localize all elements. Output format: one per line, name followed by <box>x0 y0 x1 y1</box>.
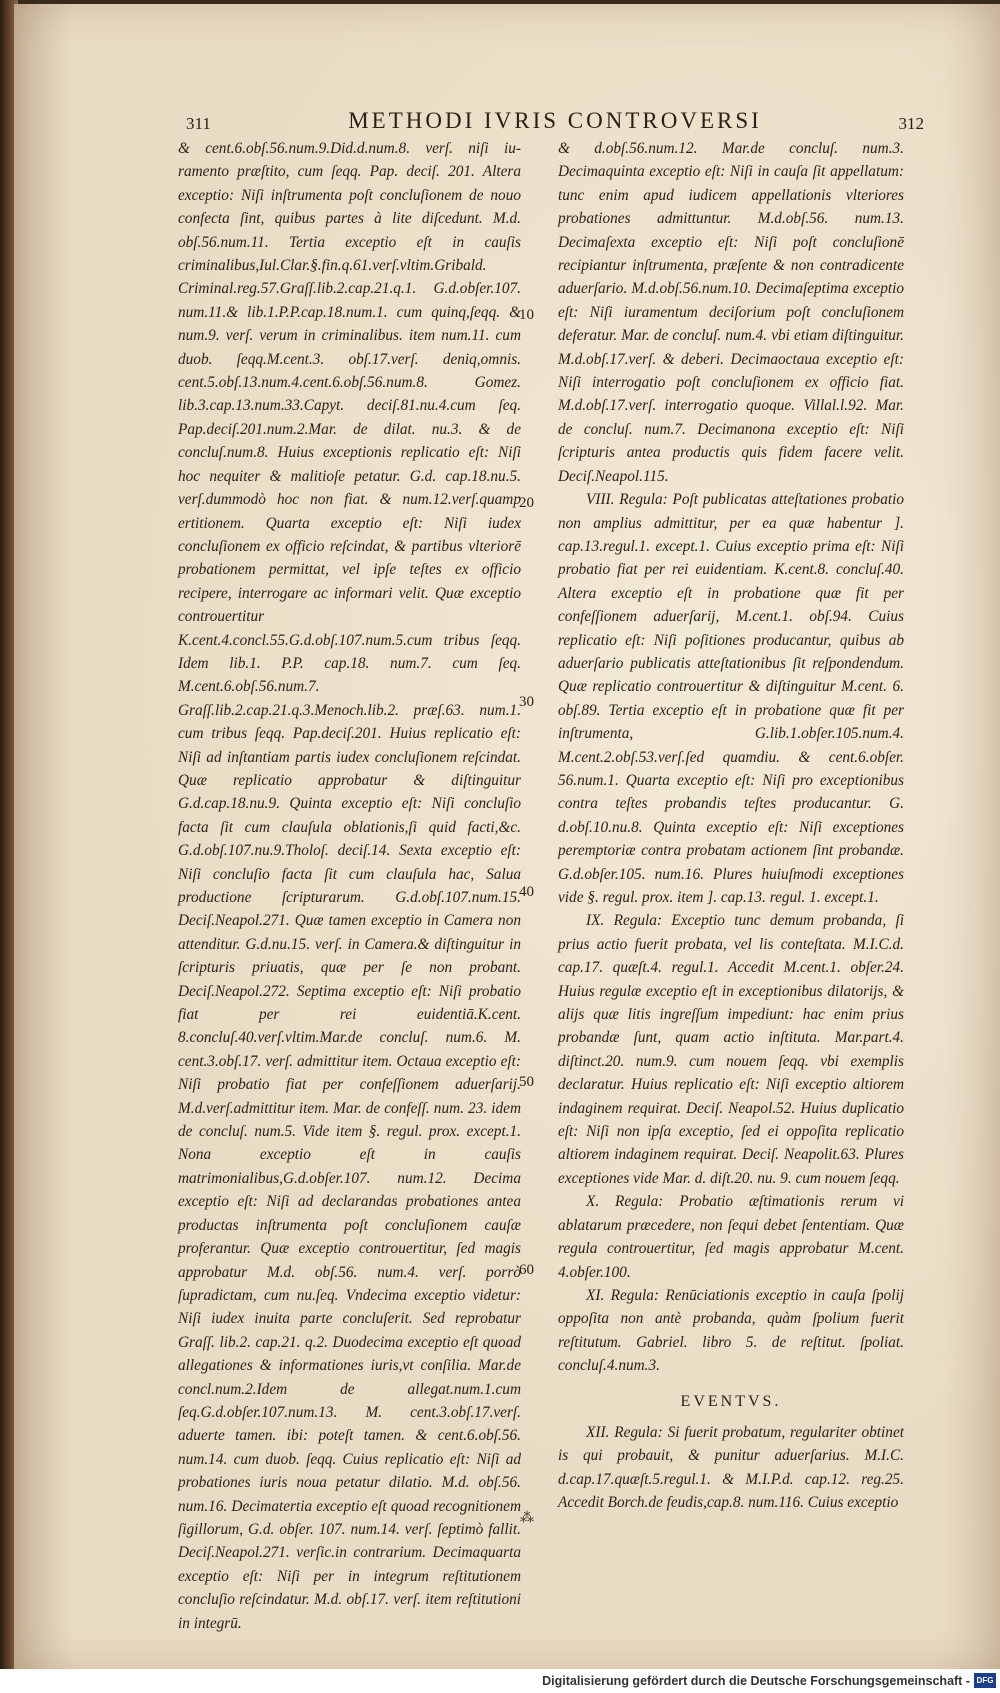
left-column-text: & cent.6.obſ.56.num.9.Did.d.num.8. verſ. niſi iu-ramento præſtito, cum ſeqq. Pap. deciſ. 201. Altera exceptio: Niſi inſtrumenta poſt concluſionem de nouo confecta ſint, quibus partes à lite diſcedunt. M.d. obſ.56.num.11. Tertia exceptio eſt in cauſis criminalibus,Iul.Clar.§.fin.q.61.verſ.vltim.Gribald. Criminal.reg.57.Graſſ.lib.2.cap.21.q.1. G.d.obſer.107. num.11.& lib.1.P.P.cap.18.num.1. cum quinq,ſeqq. & num.9. verſ. verum in criminalibus. item num.11. cum duob. ſeqq.M.cent.3. obſ.17.verſ. deniq,omnis. cent.5.obſ.13.num.4.cent.6.obſ.56.num.8. Gomez. lib.3.cap.13.num.33.Capyt. deciſ.81.nu.4.cum ſeq. Pap.deciſ.201.num.2.Mar. de dilat. nu.3. & de concluſ.num.8. Huius exceptionis replicatio eſt: Niſi hoc nequiter & malitioſe petatur. G.d. cap.18.nu.5. verſ.dummodò hoc non fiat. & num.12.verſ.quamp ertitionem. Quarta exceptio eſt: Niſi iudex concluſionem ex officio reſcindat, & partibus vlteriorē probationem permittat, vel ipſe teſtes ex officio recipere, interrogare ac informari velit. Quæ exceptio controuertitur K.cent.4.concl.55.G.d.obſ.107.num.5.cum tribus ſeqq. Idem lib.1. P.P. cap.18. num.7. cum ſeq. M.cent.6.obſ.56.num.7. Graſſ.lib.2.cap.21.q.3.Menoch.lib.2. præſ.63. num.1. cum tribus ſeqq. Pap.deciſ.201. Huius replicatio eſt: Niſi ad inſtantiam partis iudex concluſionem reſcindat. Quæ replicatio approbatur & diſtinguitur G.d.cap.18.nu.9. Quinta exceptio eſt: Niſi concluſio facta ſit cum clauſula oblationis,ſi quid facti,&c. G.d.obſ.107.nu.9.Tholoſ. deciſ.14. Sexta exceptio eſt: Niſi concluſio facta ſit cum clauſula hac, Salua productione ſcripturarum. G.d.obſ.107.num.15. Deciſ.Neapol.271. Quæ tamen exceptio in Camera non attenditur. G.d.nu.15. verſ. in Camera.& diſtinguitur in ſcripturis priuatis, quæ per ſe non probant. Deciſ.Neapol.272. Septima exceptio eſt: Niſi probatio fiat per rei euidentiā.K.cent. 8.concluſ.40.verſ.vltim.Mar.de concluſ. num.6. M. cent.3.obſ.17. verſ. admittitur item. Octaua exceptio eſt: Niſi probatio fiat per confeſſionem aduerſarij. M.d.verſ.admittitur item. Mar. de confeſſ. num. 23. idem de concluſ. num.5. Vide item §. regul. prox. except.1. Nona exceptio eſt in cauſis matrimonialibus,G.d.obſer.107. num.12. Decima exceptio eſt: Niſi ad declarandas probationes antea productas inſtrumenta poſt concluſionem cauſæ proferantur. Quæ exceptio controuertitur, ſed magis approbatur M.d. obſ.56. num.4. verſ. porrò ſupradictam, cum nu.ſeq. Vndecima exceptio videtur: Niſi iudex inuita parte concluſerit. Sed reprobatur Graſſ. lib.2. cap.21. q.2. Duodecima exceptio eſt quoad allegationes & informationes iuris,vt conſilia. Mar.de concl.num.2.Idem de allegat.num.1.cum ſeq.G.d.obſer.107.num.13. M. cent.3.obſ.17.verſ. aduerte tamen. ibi: poteſt tamen. & cent.6.obſ.56. num.14. cum duob. ſeqq. Cuius replicatio eſt: Niſi ad probationes iuris noua petatur dilatio. M.d. obſ.56. num.16. Decimatertia exceptio eſt quoad recognitionem ſigillorum, G.d. obſer. 107. num.14. verſ. ſeptimò fallit. Deciſ.Neapol.271. verſic.in contrarium. Decimaquarta exceptio eſt: Niſi per in integrum reſtitutionem concluſio reſcindatur. M.d. obſ.17. verſ. item reſtitutioni in integrū. <box>178 140 521 1632</box>
rule-11-paragraph: XI. Regula: Renūciationis exceptio in cauſa ſpolij oppoſita non antè probanda, quàm ſpolium fuerit reſtitutum. Gabriel. libro 5. de reſtitut. ſpoliat. concluſ.4.num.3. <box>558 1286 904 1375</box>
page-number-right: 312 <box>898 114 924 133</box>
digitization-footer <box>0 1669 1000 1693</box>
line-number: 60 <box>519 1262 534 1278</box>
running-header <box>186 108 924 138</box>
line-number: 10 <box>519 307 534 323</box>
dfg-logo-icon: DFG <box>974 1673 996 1688</box>
footer-credit-text: Digitalisierung gefördert durch die Deutsche Forschungsgemeinschaft - <box>542 1674 970 1688</box>
line-number: 50 <box>519 1074 534 1090</box>
rule-8-paragraph: VIII. Regula: Poſt publicatas atteſtationes probatio non amplius admittitur, per ea quæ habentur ]. cap.13.regul.1. except.1. Cuius exceptio prima eſt: Niſi probatio fiat per rei euidentiam. K.cent.8. concluſ.40. Altera exceptio eſt in probatione quæ fit per confeſſionem aduerſarij, M.cent.1. obſ.94. Cuius replicatio eſt: Niſi poſitiones producantur, quibus ab aduerſario publicatis atteſtationibus ſit reſpondendum. Quæ replicatio controuertitur & diſtinguitur M.cent. 6. obſ.89. Tertia exceptio eſt in probatione quæ fit per inſtrumenta, G.lib.1.obſer.105.num.4. M.cent.2.obſ.53.verſ.ſed quamdiu. & cent.6.obſer. 56.num.1. Quarta exceptio eſt: Niſi pro exceptionibus contra teſtes probandis teſtes producantur. G. d.obſ.10.nu.8. Quinta exceptio eſt: Niſi exceptiones peremptoriæ contra probatam actionem ſint probandæ. G.d.obſer.105. num.16. Plures huiuſmodi exceptiones vide §. regul. prox. item ]. cap.13. regul. 1. except.1. <box>558 491 904 906</box>
right-paragraph: & d.obſ.56.num.12. Mar.de concluſ. num.3. Decimaquinta exceptio eſt: Niſi in cauſa ſit appellatum: tunc enim apud iudicem appellationis vlteriores probationes admittuntur. M.d.obſ.56. num.13. Decimaſexta exceptio eſt: Niſi poſt concluſionē recipiantur inſtrumenta, præſente & non contradicente aduerſario. M.d.obſ.56.num.10. Decimaſeptima exceptio eſt: Niſi iuramentum deciſorium poſt concluſionem deferatur. Mar. de concluſ. num.4. vbi etiam diſtinguitur. M.d.obſ.17.verſ. & deberi. Decimaoctaua exceptio eſt: Niſi interrogatio poſt concluſionem ex officio fiat. M.d.obſ.17.verſ. interrogatio quoque. Villal.l.92. Mar. de concluſ. num.7. Decimanona exceptio eſt: Niſi ſcripturis antea productis quis fidem facere velit. Deciſ.Neapol.115. <box>558 140 904 485</box>
page-signature-mark: ⁂ <box>520 1511 534 1526</box>
line-number-margin <box>519 137 551 1297</box>
rule-10-paragraph: X. Regula: Probatio æſtimationis rerum vi ablatarum præcedere, non ſequi debet ſententiam. Quæ regula controuertitur, ſed magis approbatur M.cent. 4.obſer.100. <box>558 1193 904 1281</box>
page-number-left: 311 <box>186 114 211 133</box>
line-number: 40 <box>519 884 534 900</box>
running-title: METHODI IVRIS CONTROVERSI <box>348 108 762 133</box>
left-text-column <box>178 137 521 1635</box>
right-text-column <box>558 137 904 1515</box>
section-heading: EVENTVS. <box>680 1392 782 1410</box>
rule-12-paragraph: XII. Regula: Si fuerit probatum, regulariter obtinet is qui probauit, & punitur aduerſarius. M.I.C. d.cap.17.quæſt.5.regul.1. & M.I.P.d. cap.12. reg.25. Accedit Borch.de feudis,cap.8. num.116. Cuius exceptio <box>558 1423 904 1512</box>
line-number: 30 <box>519 694 534 710</box>
line-number: 20 <box>519 495 534 511</box>
rule-9-paragraph: IX. Regula: Exceptio tunc demum probanda, ſi prius actio fuerit probata, vel lis conteſtata. M.I.C.d. cap.17. quæſt.4. regul.1. Accedit M.cent.1. obſer.24. Huius regulæ exceptio eſt in exceptionibus dilatorijs, & alijs quæ litis ingreſſum impediunt: hac enim prius probandæ ſunt, quam actio inſtituta. Mar.part.4. diſtinct.20. num.9. cum nouem ſeqq. vbi exemplis declaratur. Huius replicatio eſt: Niſi exceptio altiorem indaginem requirat. Deciſ. Neapol.52. Huius duplicatio eſt: Niſi non ipſa exceptio, ſed ei oppoſita replicatio altiorem indaginem requirat. Deciſ. Neapolit.63. Plures exceptiones vide Mar. d. diſt.20. nu. 9. cum nouem ſeqq. <box>558 912 904 1187</box>
